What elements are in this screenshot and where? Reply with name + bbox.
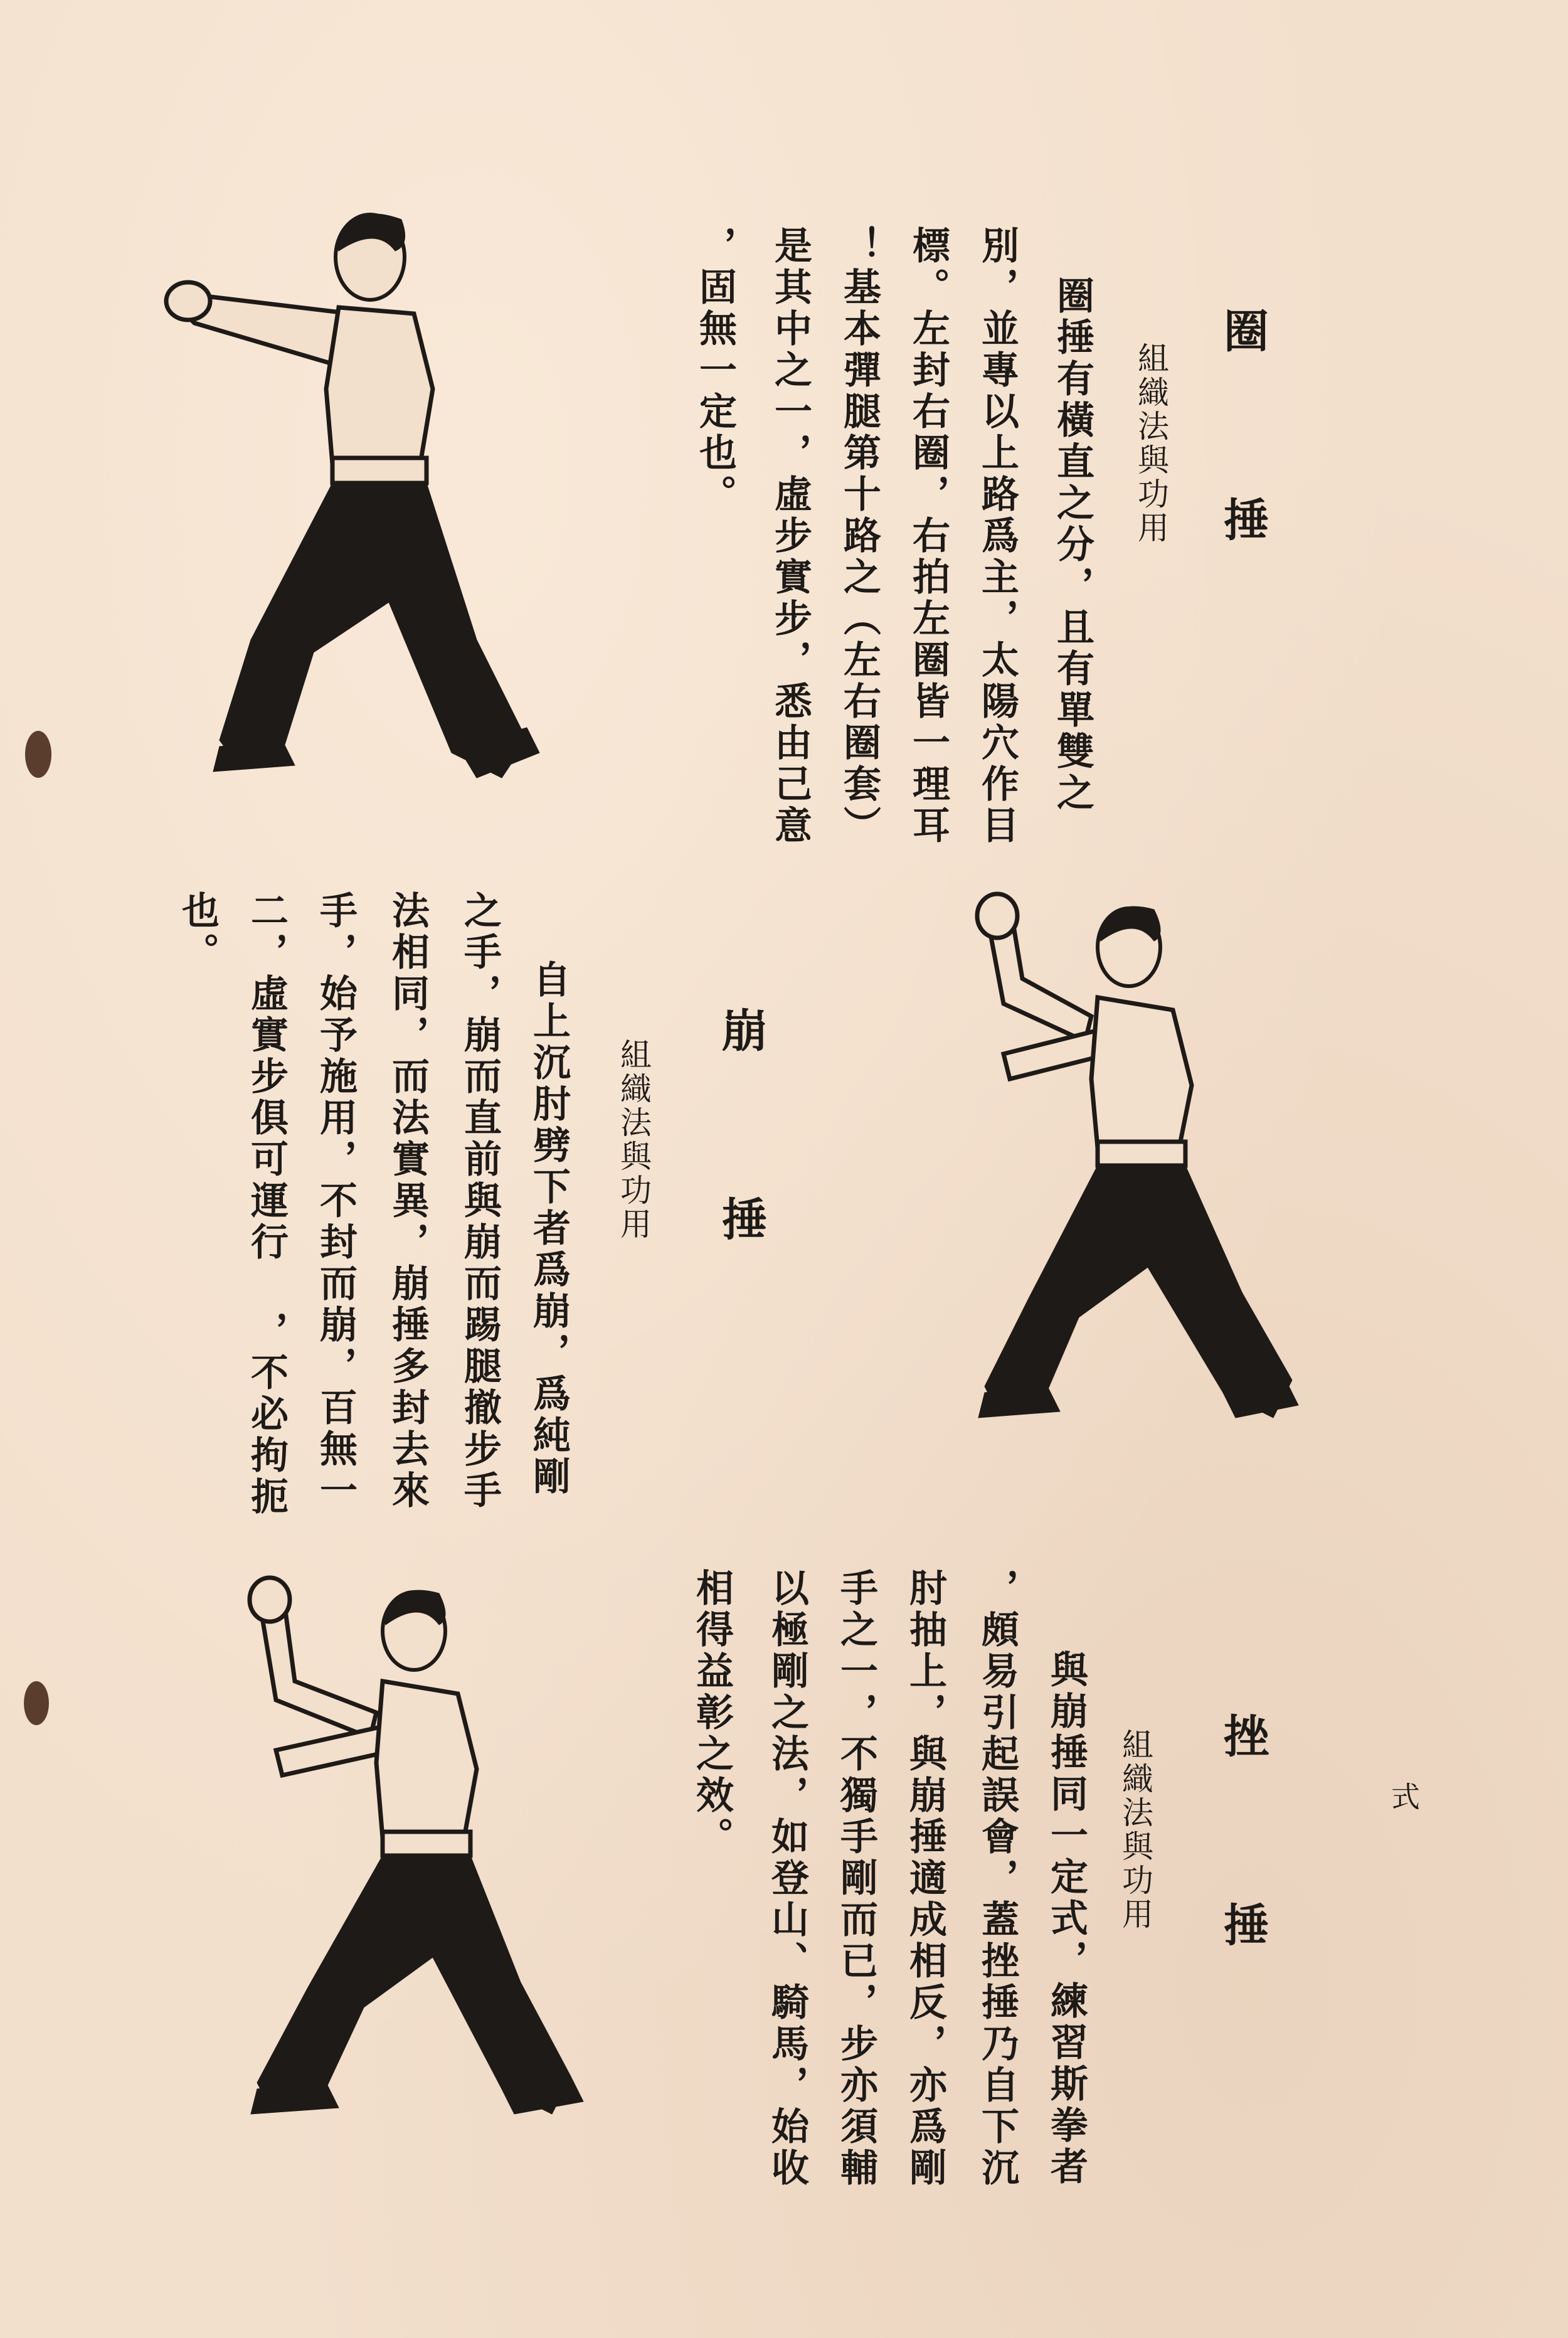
body-column: 手之一，不獨手剛而已，步亦須輔 [834,1568,878,2189]
body-column: 別，並專以上路爲主，太陽穴作目 [975,226,1019,847]
body-column: ！基本彈腿第十路之（左右圈套） [837,226,881,847]
body-column: 相得益彰之效。 [690,1568,734,1858]
body-column: ，固無一定也。 [693,226,737,516]
body-column: 之手，崩而直前與崩而踢腿撤步手 [458,891,502,1512]
section-subtitle: 組織法與功用 [1133,342,1169,545]
section-title-beng-chui: 崩 捶 [714,1007,768,1286]
body-column: 標。左封右圈，右拍左圈皆一理耳 [906,226,950,847]
body-column: 以極剛之法，如登山、騎馬，始收 [765,1568,809,2189]
body-column: 圈捶有橫直之分，且有單雙之 [1051,276,1094,814]
figure-quan-chui-illustration [125,201,577,841]
section-title-quan-chui: 圈 捶 [1216,307,1269,587]
body-column: 法相同，而法實異，崩捶多封去來 [386,891,430,1512]
section-subtitle: 組織法與功用 [1117,1728,1153,1932]
body-column: 是其中之一，虛步實步，悉由己意 [768,226,812,847]
figure-beng-chui-illustration [941,891,1355,1480]
section-subtitle: 組織法與功用 [615,1038,652,1241]
binding-hole [24,1681,49,1725]
figure-cuo-chui-illustration [232,1575,621,2164]
body-column: 自上沉肘劈下者爲崩，爲純剛 [527,960,571,1498]
section-title-cuo-chui: 挫 捶 [1216,1713,1269,1992]
body-column: 也。 [176,891,220,974]
body-column: 肘抽上，與崩捶適成相反，亦爲剛 [903,1568,947,2189]
body-column: 與崩捶同一定式，練習斯拳者 [1044,1650,1088,2188]
body-column: 二，虛實步俱可運行 ，不必拘扼 [245,891,289,1518]
page-folio: 式 [1387,1782,1421,1810]
body-column: ，頗易引起誤會，蓋挫捶乃自下沉 [975,1568,1019,2189]
body-column: 手，始予施用，不封而崩，百無一 [314,891,358,1512]
binding-hole [25,731,51,778]
